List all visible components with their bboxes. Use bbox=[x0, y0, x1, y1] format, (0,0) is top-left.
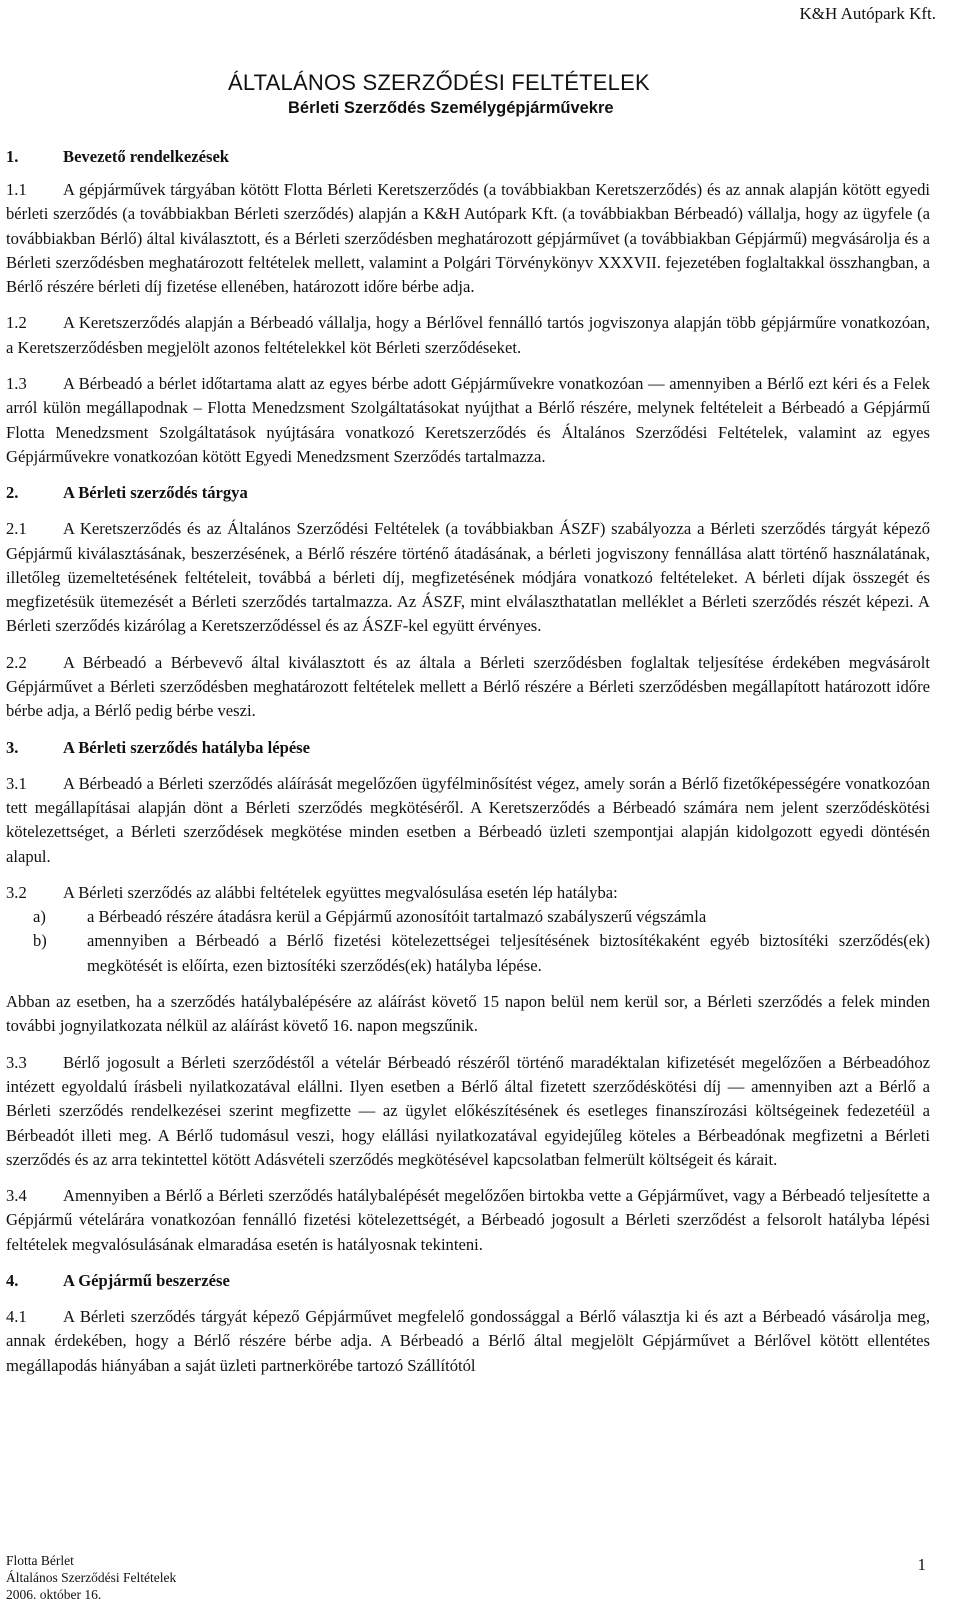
paragraph-4-1: 4.1 A Bérleti szerződés tárgyát képező Gépjárművet megfelelő gondossággal a Bérlő választja ki és azt a Bérbeadó vásárolja meg, annak érdekében, hogy a Bérlő részére bérbe adja. A Bérbeadó a Bérlő által megjelölt Gépjárművet a Bérlővel kötött ellentétes megállapodás hiányában a saját üzleti partnerkörébe tartozó Szállítótól bbox=[6, 1306, 930, 1375]
paragraph-3-1: 3.1 A Bérbeadó a Bérleti szerződés aláírását megelőzően ügyfélminősítést végez, amely során a Bérlő fizetőképességére vonatkozóan tett megállapításai alapján dönt a Bérleti szerződés megkötéséről. A Keretszerződés a Bérbeadó számára nem jelent szerződéskötési kötelezettséget, a Bérleti szerződések megkötése minden esetben a Bérbeadó üzleti szempontjai alapján kidolgozott egyedi döntésén alapul. bbox=[6, 773, 930, 866]
paragraph-2-1: 2.1 A Keretszerződés és az Általános Szerződési Feltételek (a továbbiakban ÁSZF) szabályozza a Bérleti szerződés tárgyát képező Gépjármű kiválasztásának, beszerzésének, a Bérlő részére történő átadásának, a bérleti jogviszony fennállása alatt történő használatának, illetőleg üzemeltetésének feltételeit, továbbá a bérleti díj, megfizetésének módjára vonatkozó feltételeket. A bérleti díjak összegét és megfizetésük ütemezését a Bérleti szerződés tartalmazza. Az ÁSZF, mint elválaszthatatlan melléklet a Bérleti szerződés részét képezi. A Bérleti szerződés kizárólag a Keretszerződéssel és az ÁSZF-kel együtt érvényes. bbox=[6, 519, 930, 636]
list-item-b: b) amennyiben a Bérbeadó a Bérlő fizetési kötelezettségei teljesítésének biztosítékaként egyéb biztosítéki szerződés(ek) megkötését is előírta, ezen biztosítéki szerződés(ek) hatályba lépése. bbox=[33, 931, 930, 975]
paragraph-3-4: 3.4 Amennyiben a Bérlő a Bérleti szerződés hatálybalépését megelőzően birtokba vette a Gépjárművet, vagy a Bérbeadó teljesítette a Gépjármű vételárára vonatkozóan fennálló fizetési kötelezettségét, a Bérbeadó jogosult a Bérleti szerződést a felsorolt hatályba lépési feltételek megvalósulásának elmaradása esetén is hatályosnak tekinteni. bbox=[6, 1186, 930, 1254]
header-company: K&H Autópark Kft. bbox=[799, 4, 936, 23]
paragraph-3-2-note: Abban az esetben, ha a szerződés hatálybalépésére az aláírást követő 15 napon belül nem kerül sor, a Bérleti szerződés a felek minden további jognyilatkozata nélkül az aláírást követő 16. napon megszűnik. bbox=[6, 992, 930, 1036]
paragraph-1-1: 1.1 A gépjárművek tárgyában kötött Flotta Bérleti Keretszerződés (a továbbiakban Keretszerződés) és az annak alapján kötött egyedi bérleti szerződés (a továbbiakban Bérleti szerződés) alapján a K&H Autópark Kft. (a továbbiakban Bérbeadó) vállalja, hogy az ügyfele (a továbbiakban Bérlő) által kiválasztott, és a Bérleti szerződésben meghatározott gépjárművet (a továbbiakban Gépjármű) megvásárolja és a Bérleti szerződésben meghatározott feltételek mellett, valamint a Polgári Törvénykönyv XXXVII. fejezetében foglaltakkal összhangban, a Bérlő részére bérleti díj fizetése ellenében, határozott időre bérbe adja. bbox=[6, 180, 930, 297]
paragraph-3-3: 3.3 Bérlő jogosult a Bérleti szerződéstől a vételár Bérbeadó részéről történő maradéktalan kifizetését megelőzően a Bérbeadóhoz intézett egyoldalú írásbeli nyilatkozatával elállni. Ilyen esetben a Bérlő által fizetett szerződéskötési díj — amennyiben azt a Bérlő a Bérleti szerződés rendelkezései szerint megfizette — az ügylet előkészítésének és esetleges finanszírozási költségeinek fedezetéül a Bérbeadót illeti meg. A Bérlő tudomásul veszi, hogy elállási nyilatkozatával egyidejűleg köteles a Bérbeadónak megfizetni a Bérleti szerződés és az arra tekintettel kötött Adásvételi szerződés megkötésével kapcsolatban felmerült költségeit és kárait. bbox=[6, 1052, 930, 1169]
section-heading-4: 4. A Gépjármű beszerzése bbox=[6, 1270, 230, 1290]
list-item-a: a) a Bérbeadó részére átadásra kerül a Gépjármű azonosítóit tartalmazó szabályszerű végszámla bbox=[33, 907, 707, 927]
footer-line-3: 2006. október 16. bbox=[6, 1587, 102, 1602]
section-heading-3: 3. A Bérleti szerződés hatályba lépése bbox=[6, 737, 311, 757]
document-subtitle: Bérleti Szerződés Személygépjárművekre bbox=[288, 99, 614, 117]
paragraph-1-3: 1.3 A Bérbeadó a bérlet időtartama alatt az egyes bérbe adott Gépjárművekre vonatkozóan — amennyiben a Bérlő ezt kéri és a Felek arról külön megállapodnak – Flotta Menedzsment Szolgáltatásokat nyújthat a Bérlő részére, melynek feltételeit a Bérbeadó a Gépjármű Flotta Menedzsment Szolgáltatások nyújtására vonatkozó Keretszerződés és Általános Szerződési Feltételek, valamint az egyes Gépjárművekre vonatkozóan kötött Egyedi Menedzsment Szerződés tartalmazza. bbox=[6, 374, 930, 466]
footer-line-1: Flotta Bérlet bbox=[6, 1553, 74, 1568]
footer-info bbox=[6, 1552, 176, 1603]
title-block bbox=[228, 70, 650, 118]
section-heading-2: 2. A Bérleti szerződés tárgya bbox=[6, 483, 248, 503]
section-heading-1: 1. Bevezető rendelkezések bbox=[6, 147, 230, 166]
document-body bbox=[6, 145, 930, 1378]
paragraph-1-2: 1.2 A Keretszerződés alapján a Bérbeadó vállalja, hogy a Bérlővel fennálló tartós jogviszonya alapján több gépjárműre vonatkozóan, a Keretszerződésben megjelölt azonos feltételekkel köt Bérleti szerződéseket. bbox=[6, 313, 930, 357]
paragraph-3-2: 3.2 A Bérleti szerződés az alábbi feltételek együttes megvalósulása esetén lép hatályba: bbox=[6, 882, 618, 902]
page-number: 1 bbox=[917, 1555, 926, 1574]
footer-line-2: Általános Szerződési Feltételek bbox=[6, 1570, 177, 1585]
document-title: ÁLTALÁNOS SZERZŐDÉSI FELTÉTELEK bbox=[228, 70, 650, 95]
paragraph-2-2: 2.2 A Bérbeadó a Bérbevevő által kiválasztott és az általa a Bérleti szerződésben foglaltak teljesítése érdekében megvásárolt Gépjárművet a Bérleti szerződésben meghatározott feltételek mellett a Bérlő részére a Bérleti szerződésben megállapított határozott időre bérbe adja, a Bérlő pedig bérbe veszi. bbox=[6, 652, 930, 721]
